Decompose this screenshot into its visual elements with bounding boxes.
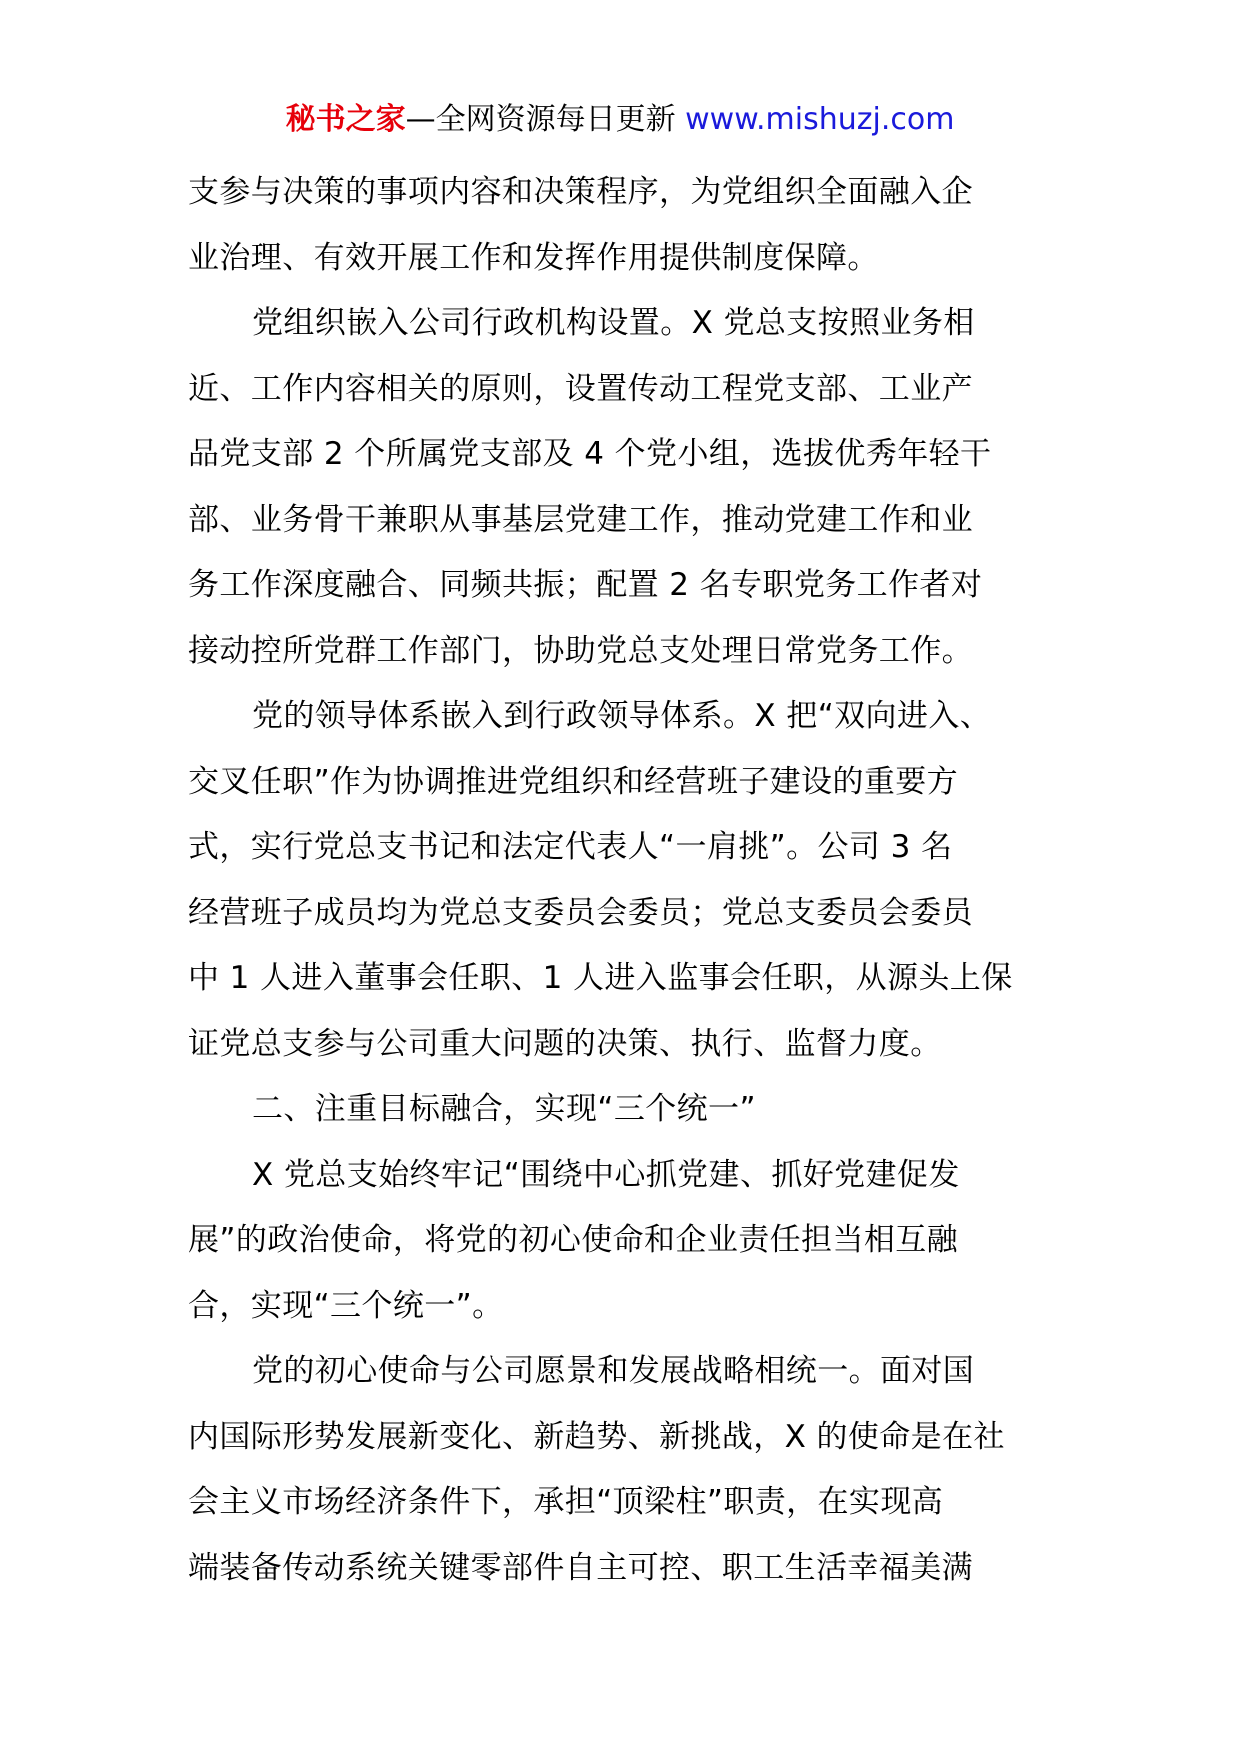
header-tagline: —全网资源每日更新 xyxy=(405,102,676,137)
paragraph-heading-line: X 党总支始终牢记“围绕中心抓党建、抓好党建促发 xyxy=(252,1156,960,1193)
text-line: 业治理、有效开展工作和发挥作用提供制度保障。 xyxy=(188,239,879,276)
page-header xyxy=(0,100,1240,140)
paragraph-heading-line: 党的初心使命与公司愿景和发展战略相统一。面对国 xyxy=(252,1353,975,1389)
text-line: 中 1 人进入董事会任职、1 人进入监事会任职，从源头上保 xyxy=(188,960,1013,996)
text-line: 支参与决策的事项内容和决策程序，为党组织全面融入企 xyxy=(188,174,973,210)
text-line: 合，实现“三个统一”。 xyxy=(188,1287,504,1324)
text-line: 端装备传动系统关键零部件自主可控、职工生活幸福美满 xyxy=(188,1549,973,1586)
text-line: 近、工作内容相关的原则，设置传动工程党支部、工业产 xyxy=(188,370,973,407)
text-line: 接动控所党群工作部门，协助党总支处理日常党务工作。 xyxy=(188,632,973,669)
text-line: 交叉任职”作为协调推进党组织和经营班子建设的重要方 xyxy=(188,763,959,800)
document-body xyxy=(188,160,1058,1601)
brand-name: 秘书之家 xyxy=(285,102,406,137)
paragraph-heading-line: 党组织嵌入公司行政机构设置。X 党总支按照业务相 xyxy=(252,305,975,341)
text-line: 品党支部 2 个所属党支部及 4 个党小组，选拔优秀年轻干 xyxy=(188,436,992,472)
text-line: 展”的政治使命，将党的初心使命和企业责任担当相互融 xyxy=(188,1222,959,1258)
text-line: 式，实行党总支书记和法定代表人“一肩挑”。公司 3 名 xyxy=(188,829,953,865)
section-heading: 二、注重目标融合，实现“三个统一” xyxy=(252,1091,756,1127)
text-line: 内国际形势发展新变化、新趋势、新挑战，X 的使命是在社 xyxy=(188,1418,1005,1455)
text-line: 证党总支参与公司重大问题的决策、执行、监督力度。 xyxy=(188,1025,942,1062)
text-line: 部、业务骨干兼职从事基层党建工作，推动党建工作和业 xyxy=(188,501,973,538)
text-line: 务工作深度融合、同频共振；配置 2 名专职党务工作者对 xyxy=(188,567,983,603)
site-url-link[interactable]: www.mishuzj.com xyxy=(685,102,955,137)
text-line: 经营班子成员均为党总支委员会委员；党总支委员会委员 xyxy=(188,894,973,931)
paragraph-heading-line: 党的领导体系嵌入到行政领导体系。X 把“双向进入、 xyxy=(252,698,992,734)
text-line: 会主义市场经济条件下，承担“顶梁柱”职责，在实现高 xyxy=(188,1484,944,1520)
